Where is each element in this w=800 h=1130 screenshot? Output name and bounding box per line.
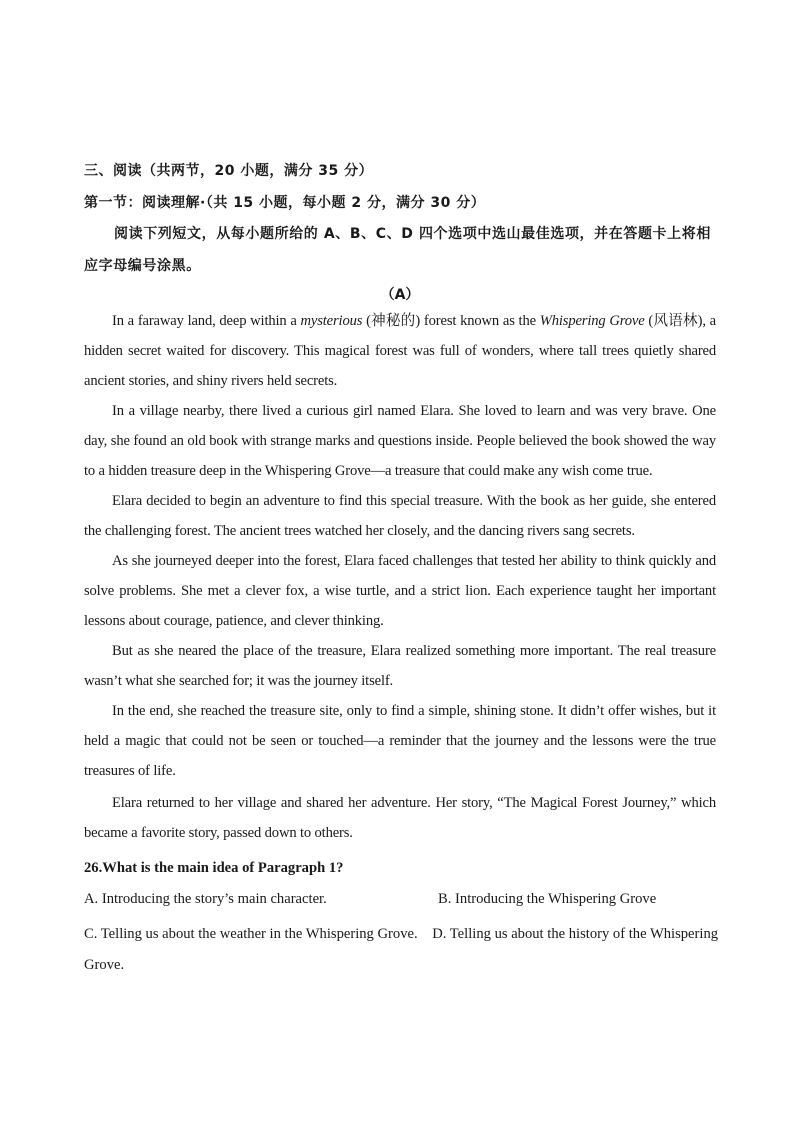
p1-text-a: In a faraway land, deep within a bbox=[112, 313, 301, 329]
instructions bbox=[84, 218, 724, 282]
option-c: C. Telling us about the weather in the Whispering Grove. bbox=[84, 926, 418, 942]
paragraph-7: Elara returned to her village and shared her adventure. Her story, “The Magical Forest Journey,” which became a favorite story, passed down to others. bbox=[84, 795, 716, 841]
option-b: B. Introducing the Whispering Grove bbox=[438, 891, 657, 907]
option-d: D. Telling us about the history of the Whispering Grove. bbox=[84, 926, 719, 973]
paragraph-2: In a village nearby, there lived a curious girl named Elara. She loved to learn and was very brave. One day, she found an old book with strange marks and questions inside. People believed the book showed the way to a hidden treasure deep in the Whispering Grove—a treasure that could make any wish come true. bbox=[84, 403, 716, 479]
paragraph-5: But as she neared the place of the treasure, Elara realized something more important. The real treasure wasn’t what she searched for; it was the journey itself. bbox=[84, 643, 716, 689]
instruction-text: 阅读下列短文，从每小题所给的 A、B、C、D 四个选项中选山最佳选项，并在答题卡上将相应字母编号涂黑。 bbox=[84, 226, 711, 274]
p1-term-whispering-grove: Whispering Grove bbox=[539, 313, 645, 329]
passage-label: （A） bbox=[380, 287, 420, 303]
p1-text-c: (神秘的) forest known as the bbox=[362, 313, 540, 329]
p1-term-mysterious: mysterious bbox=[300, 313, 363, 329]
paragraph-4: As she journeyed deeper into the forest, Elara faced challenges that tested her ability to think quickly and solve problems. She met a clever fox, a wise turtle, and a strict lion. Each experience taught her important lessons about courage, patience, and clever thinking. bbox=[84, 553, 716, 629]
paragraph-3: Elara decided to begin an adventure to find this special treasure. With the book as her guide, she entered the challenging forest. The ancient trees watched her closely, and the dancing rivers sang secrets. bbox=[84, 493, 716, 539]
option-a: A. Introducing the story’s main character. bbox=[84, 891, 327, 907]
paragraph-6: In the end, she reached the treasure site, only to find a simple, shining stone. It didn’t offer wishes, but it held a magic that could not be seen or touched—a reminder that the journey and the lessons were the true treasures of life. bbox=[84, 703, 716, 779]
section-heading: 三、阅读（共两节，20 小题，满分 35 分） bbox=[84, 163, 374, 179]
question-26: 26.What is the main idea of Paragraph 1? bbox=[84, 860, 344, 876]
p1-text-e: (风语林), a hidden secret waited for discovery. This magical forest was full of wonders, where tall trees quietly shared ancient stories, and shiny rivers held secrets. bbox=[84, 313, 717, 389]
options-cd bbox=[84, 919, 724, 981]
subsection-heading: 第一节：阅读理解·（共 15 小题，每小题 2 分，满分 30 分） bbox=[84, 195, 486, 211]
paragraph-1 bbox=[84, 306, 716, 396]
